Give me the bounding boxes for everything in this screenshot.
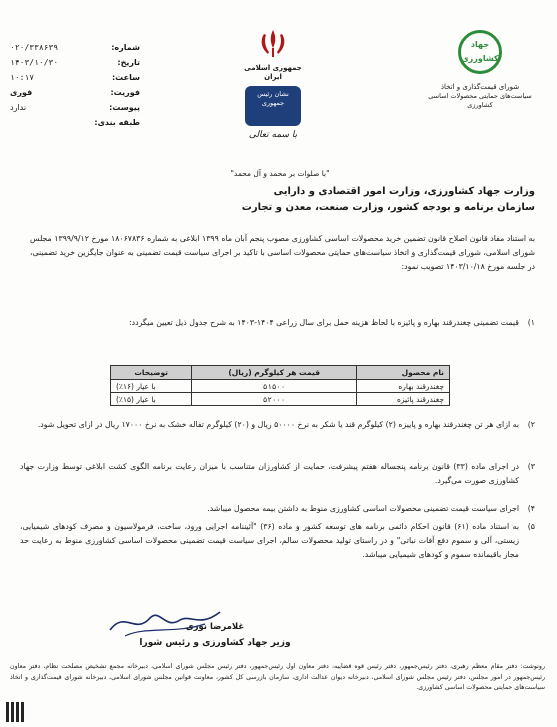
price-table xyxy=(110,365,450,406)
meta-classification xyxy=(10,115,140,130)
council-name-line1: شورای قیمت‌گذاری و اتخاذ xyxy=(440,83,520,91)
signature-block xyxy=(95,622,335,648)
cell-price: ۵۱۵۰۰ xyxy=(192,380,357,393)
meta-date xyxy=(10,55,140,70)
meta-time xyxy=(10,70,140,85)
cell-price: ۵۲۰۰۰ xyxy=(192,393,357,406)
item-text: اجرای سیاست قیمت تضمینی محصولات اساسی کشاورزی منوط به داشتن بیمه محصول میباشد. xyxy=(207,504,519,513)
item-number: ۵) xyxy=(527,522,535,531)
table-header-row xyxy=(111,366,450,380)
meta-date-label: تاریخ: xyxy=(117,58,140,67)
intro-paragraph: به استناد مفاد قانون اصلاح قانون تضمین خرید محصولات اساسی کشاورزی مصوب پنجم آبان ماه ۱۳۹۹ ابلاغی به شماره ۱۸۰۶۷۸۳۶ مورخ ۱۳۹۹/۹/۱۲ مجلس شورای اسلامی، شورای قیمت‌گذاری و اتخاذ سیاست‌های حمایتی محصولات اساسی با تاکید بر اجرای سیاست قیمت تضمینی به عنوان جایگزین خرید تضمینی، در جلسه مورخ ۱۴۰۳/۱۰/۱۸ تصویب نمود: xyxy=(29,234,536,271)
addressee-line: سازمان برنامه و بودجه کشور، وزارت صنعت، معدن و تجارت xyxy=(241,202,535,213)
list-item xyxy=(20,316,535,330)
col-notes: توضیحات xyxy=(111,366,192,380)
signer-title: وزیر جهاد کشاورزی و رئیس شورا xyxy=(139,638,291,648)
meta-class-label: طبقه بندی: xyxy=(94,118,140,127)
meta-urgency xyxy=(10,85,140,100)
meta-number-label: شماره: xyxy=(111,43,140,52)
meta-attachment-value: ندارد xyxy=(10,103,27,112)
jahad-keshavarzi-icon: جهاد کشاورزی xyxy=(458,30,502,74)
item-text: به ازای هر تن چغندرقند بهاره و پاییزه (۲) کیلوگرم قند یا شکر به نرخ ۵۰۰۰۰ ریال و (۲۰) کیلوگرم تفاله خشک به نرخ ۱۷۰۰۰ ریال در ازای تحویل شود. xyxy=(37,420,519,429)
cell-notes: با عیار (۱۵٪) xyxy=(111,393,192,406)
list-item xyxy=(20,460,535,488)
meta-urgency-value: فوری xyxy=(10,88,33,97)
meta-date-value: ۱۴۰۳/۱۰/۳۰ xyxy=(10,58,59,67)
table-row xyxy=(111,393,450,406)
council-name-line2: سیاست‌های حمایتی محصولات اساسی کشاورزی xyxy=(428,92,532,109)
item-number: ۳) xyxy=(527,462,535,471)
item-number: ۴) xyxy=(527,504,535,513)
emblem-country: جمهوری اسلامی ایران xyxy=(244,64,302,81)
qr-code-icon xyxy=(6,702,26,722)
col-price: قیمت هر کیلوگرم (ریال) xyxy=(192,366,357,380)
emblem-icon xyxy=(256,28,290,60)
meta-attachment xyxy=(10,100,140,115)
cell-notes: با عیار (۱۶٪) xyxy=(111,380,192,393)
ministry-logo xyxy=(415,30,545,140)
item-number: ۱) xyxy=(527,318,535,327)
iran-emblem xyxy=(238,28,308,178)
meta-number xyxy=(10,40,140,55)
emblem-besmeh: با سمه تعالی xyxy=(248,130,298,140)
item-text: در اجرای ماده (۳۳) قانون برنامه پنجساله هفتم پیشرفت، حمایت از کشاورزان متناسب با میزان رعایت برنامه الگوی کشت ابلاغی توسط وزارت جهاد کشاورزی صورت می‌گیرد. xyxy=(20,462,519,485)
meta-number-value: ۰۲۰/۳۳۸۶۳۹ xyxy=(10,43,59,52)
addressees xyxy=(35,184,535,216)
meta-time-label: ساعت: xyxy=(111,73,140,82)
item-number: ۲) xyxy=(527,420,535,429)
meta-urgency-label: فوریت: xyxy=(110,88,140,97)
meta-time-value: ۱۰:۱۷ xyxy=(10,73,35,82)
list-item xyxy=(20,418,535,432)
item-text: قیمت تضمینی چغندرقند بهاره و پائیزه با لحاظ هزینه حمل برای سال زراعی ۱۴۰۴-۱۴۰۳ به شرح جدول ذیل تعیین میگردد: xyxy=(129,318,519,327)
list-item xyxy=(20,520,535,562)
addressee-line: وزارت جهاد کشاورزی، وزارت امور اقتصادی و دارایی xyxy=(273,186,535,197)
cell-product: چغندرقند پائیزه xyxy=(356,393,449,406)
item-text: به استناد ماده (۶۱) قانون احکام دائمی برنامه های توسعه کشور و ماده (۳۶) "آئیننامه اجرایی ورود، ساخت، فرمولاسیون و مصرف کودهای شیمیایی، زیستی، آلی و سموم دفع آفات نباتی" و در راستای تولید محصولات سالم، اجرای سیاست قیمت تضمینی محصولات اساسی کشاورزی منوط به رعایت حد مجاز باقیمانده سموم و کودهای شیمیایی میباشد. xyxy=(20,522,519,559)
signer-name: غلامرضا نوری xyxy=(185,622,245,632)
meta-attachment-label: پیوست: xyxy=(109,103,140,112)
list-item xyxy=(20,502,535,516)
table-row xyxy=(111,380,450,393)
letter-metadata xyxy=(10,40,140,130)
salutation: "با صلوات بر محمد و آل محمد" xyxy=(230,169,330,178)
col-product: نام محصول xyxy=(356,366,449,380)
carbon-copy-list: رونوشت: دفتر مقام معظم رهبری، دفتر رئیس‌جمهور، دفتر رئیس قوه قضاییه، دفتر معاون اول رئیس‌جمهور، دفتر رئیس مجلس شورای اسلامی، دبیرخانه مجمع تشخیص مصلحت نظام، دفتر معاون رئیس‌جمهور در امور مجلس، دفتر رئیس مجلس شورای اسلامی، دبیرخانه دیوان عدالت اداری، سازمان بازرسی کل کشور، معاونت قوانین مجلس شورای اسلامی، دبیرخانه شورای قیمت‌گذاری و اتخاذ سیاست‌های حمایتی محصولات اساسی کشاورزی. xyxy=(10,663,545,691)
cell-product: چغندرقند بهاره xyxy=(356,380,449,393)
presidential-seal: نشان رئیس جمهوری xyxy=(245,86,301,126)
